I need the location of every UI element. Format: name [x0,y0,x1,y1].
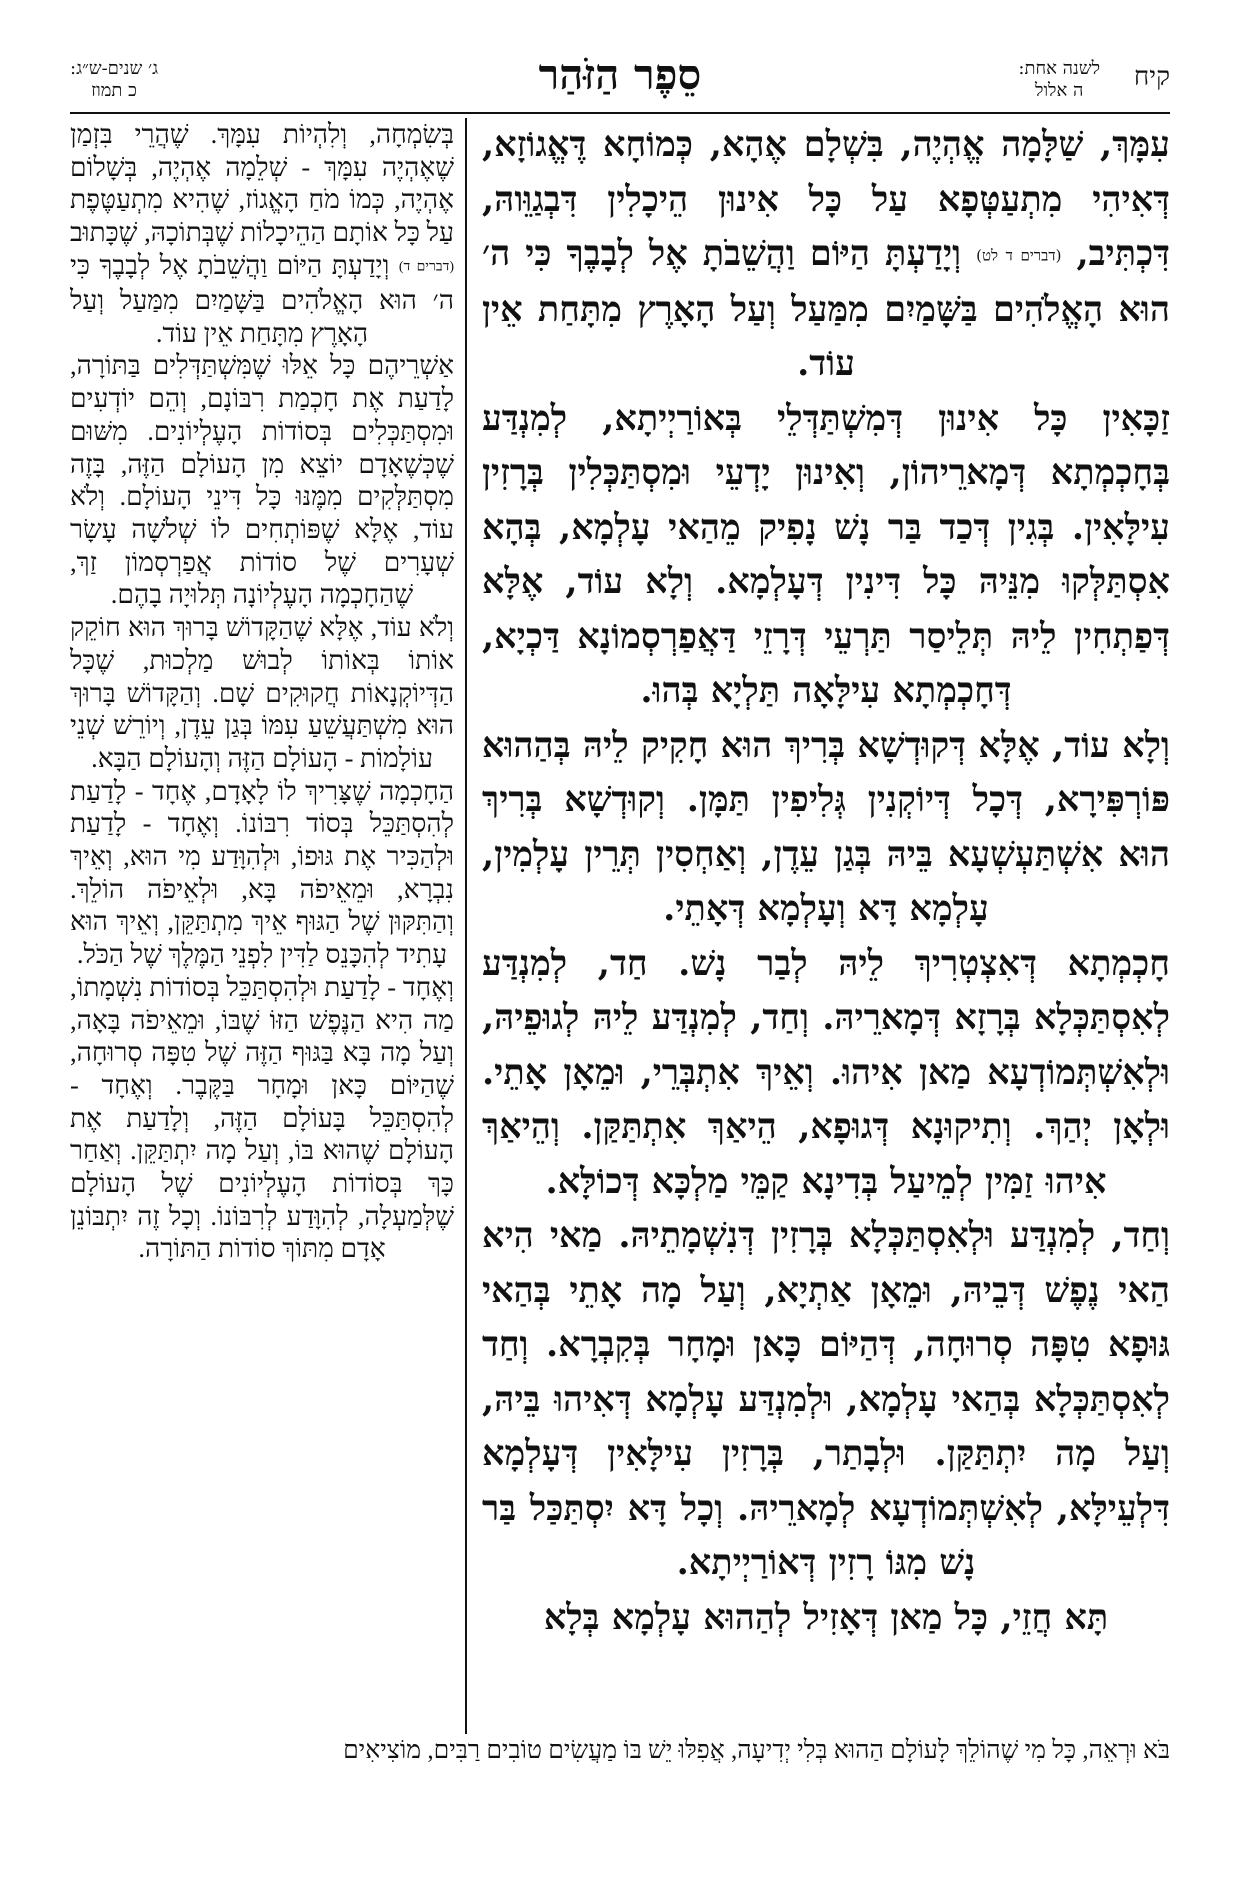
hebrew-translation-column [70,118,454,1728]
main-paragraph: חָכְמְתָא דְּאִצְטְרִיךְ לֵיהּ לְבַר נָשׁ. חַד, לְמִנְדַּע לְאִסְתַּכְּלָא בְּרָזָא דְּמָארֵיהּ. וְחַד, לְמִנְדַּע לֵיהּ לְגוּפֵיהּ, וּלְאִשְׁתְּמוֹדְעָא מַאן אִיהוּ. וְאֵיךְ אִתְבְּרֵי, וּמֵאָן אָתֵי. וּלְאָן יְהַךְ. וְתִיקוּנָא דְּגוּפָא, הֵיאַךְ אִתְתַּקַּן. וְהֵיאַךְ אִיהוּ זַמִּין לְמֵיעַל בְּדִינָא קַמֵּי מַלְכָּא דְּכוֹלָּא. [482,942,1170,1202]
study-schedule-three-years [70,58,158,102]
main-paragraph: תָּא חֲזֵי, כָּל מַאן דְּאָזִיל לְהַהוּא עָלְמָא בְּלָא [543,1596,1109,1638]
schedule-date: כ תמוז [91,80,137,101]
translation-paragraph: וְאֶחָד - לָדַעַת וּלְהִסְתַּכֵּל בְּסוֹדוֹת נִשְׁמָתוֹ, מַה הִיא הַנֶּפֶשׁ הַזּוֹ שֶׁבּוֹ, וּמֵאֵיפֹה בָּאָה, וְעַל מָה בָּא בַּגּוּף הַזֶּה שֶׁל טִפָּה סְרוּחָה, שֶׁהַיּוֹם כָּאן וּמָחָר בַּקֶּבֶר. וְאֶחָד - לְהִסְתַּכֵּל בָּעוֹלָם הַזֶּה, וְלָדַעַת אֶת הָעוֹלָם שֶׁהוּא בּוֹ, וְעַל מָה יִתְתַּקֵּן. וְאַחַר כָּךְ בְּסוֹדוֹת הָעֶלְיוֹנִים שֶׁל הָעוֹלָם שֶׁלְּמַעְלָה, לְהִוָּדַע לְרִבּוֹנוֹ. וְכָל זֶה יִתְבּוֹנֵן אָדָם מִתּוֹךְ סוֹדוֹת הַתּוֹרָה. [70,971,454,1264]
translation-paragraph: בְּשִׂמְחָה, וְלִהְיוֹת עִמָּךְ. שֶׁהֲרֵי בִּזְמַן שֶׁאֶהְיֶה עִמָּךְ - שְׁלֵמָה אֶהְיֶה, בְּשָׁלוֹם אֶהְיֶה, כְּמוֹ מֹחַ הָאֱגוֹז, שֶׁהִיא מִתְעַטֶּפֶת עַל כָּל אוֹתָם הַהֵיכָלוֹת שֶׁבְּתוֹכָהּ, שֶׁכָּתוּב (דברים ד) וְיָדַעְתָּ הַיּוֹם וַהֲשֵׁבֹתָ אֶל לְבָבֶךָ כִּי ה׳ הוּא הָאֱלֹהִים בַּשָּׁמַיִם מִמַּעַל וְעַל הָאָרֶץ מִתָּחַת אֵין עוֹד. [70,119,454,348]
page-header [70,40,1170,110]
footer-continuation-line: בֹּא וּרְאֵה, כָּל מִי שֶׁהוֹלֵךְ לָעוֹלָם הַהוּא בְּלִי יְדִיעָה, אֲפִלּוּ יֵשׁ בּוֹ מַעֲשִׂים טוֹבִים רַבִּים, מוֹצִיאִים [343,1737,1170,1764]
page-number: קיח [1133,62,1170,92]
main-paragraph: וְלָא עוֹד, אֶלָּא דְּקוּדְשָׁא בְּרִיךְ הוּא חָקִיק לֵיהּ בְּהַהוּא פּוֹרְפִּירָא, דְּכָל דְּיוֹקְנִין גְּלִיפִין תַּמָּן. וְקוּדְשָׁא בְּרִיךְ הוּא אִשְׁתַּעְשְׁעָא בֵּיהּ בְּגַן עֵדֶן, וְאַחְסִין תְּרֵין עָלְמִין, עָלְמָא דָּא וְעָלְמָא דְּאָתֵי. [482,724,1170,930]
header-rule [70,112,1170,114]
verse-citation: (דברים ד) [398,259,454,275]
main-paragraph: עִמָּךְ, שַׁלָּמָה אֱהְיֶה, בִּשְׁלָם אֶהָא, כְּמוֹחָא דֶּאֱגוֹזָא, דְּאִיהִי מִתְעַטְּפָא עַל כָּל אִינוּן הֵיכָלִין דִּבְגַוֵּוהּ, דִּכְתִּיב, (דברים ד לט) וְיָדַעְתָּ הַיּוֹם וַהֲשֵׁבֹתָ אֶל לְבָבֶךָ כִּי ה׳ הוּא הָאֱלֹהִים בַּשָּׁמַיִם מִמַּעַל וְעַל הָאָרֶץ מִתָּחַת אֵין עוֹד. [482,124,1170,385]
translation-paragraph: וְלֹא עוֹד, אֶלָּא שֶׁהַקָּדוֹשׁ בָּרוּךְ הוּא חוֹקֵק אוֹתוֹ בְּאוֹתוֹ לְבוּשׁ מַלְכוּת, שֶׁכָּל הַדְּיוֹקְנָאוֹת חֲקוּקִים שָׁם. וְהַקָּדוֹשׁ בָּרוּךְ הוּא מִשְׁתַּעֲשֵׁעַ עִמּוֹ בְּגַן עֵדֶן, וְיוֹרֵשׁ שְׁנֵי עוֹלָמוֹת - הָעוֹלָם הַזֶּה וְהָעוֹלָם הַבָּא. [70,612,454,773]
schedule-label: ג׳ שנים-ש״ג: [70,58,159,79]
main-paragraph: וְחַד, לְמִנְדַּע וּלְאִסְתַּכְּלָא בְּרָזִין דְּנִשְׁמָתֵיהּ. מַאי הִיא הַאי נֶפֶשׁ דְּבֵיהּ, וּמֵאָן אַתְיָא, וְעַל מָה אָתֵי בְּהַאי גּוּפָא טִפָּה סְרוּחָה, דְּהַיּוֹם כָּאן וּמָחָר בְּקִבְרָא. וְחַד לְאִסְתַּכְּלָא בְּהַאי עָלְמָא, וּלְמִנְדַּע עָלְמָא דְּאִיהוּ בֵּיהּ, וְעַל מָה יִתְתַּקַּן. וּלְבָתַר, בְּרָזִין עִילָּאִין דְּעָלְמָא דִּלְעֵילָּא, לְאִשְׁתְּמוֹדְעָא לְמָארֵיהּ. וְכָל דָּא יִסְתַּכַּל בַּר נָשׁ מִגּוֹ רָזִין דְּאוֹרַיְיתָא. [482,1215,1170,1584]
main-paragraph: זַכָּאִין כָּל אִינוּן דְּמִשְׁתַּדְּלֵי בְּאוֹרַיְיתָא, לְמִנְדַּע בְּחָכְמְתָא דְּמָארֵיהוֹן, וְאִינוּן יָדְעֵי וּמִסְתַּכְּלִין בְּרָזִין עִילָּאִין. בְּגִין דְּכַד בַּר נָשׁ נָפִיק מֵהַאי עָלְמָא, בְּהָא אִסְתַּלְּקוּ מִנֵּיהּ כָּל דִּינִין דְּעָלְמָא. וְלָא עוֹד, אֶלָּא דְּפַתְחִין לֵיהּ תְּלֵיסַר תַּרְעֵי דְּרָזֵי דַּאֲפַרְסְמוֹנָא דַּכְיָא, דְּחָכְמְתָא עִילָּאָה תַּלְיָא בְּהוּ. [482,397,1170,712]
verse-citation: (דברים ד לט) [976,246,1062,265]
schedule-date: ה אלול [1035,80,1084,101]
translation-paragraph: הַחָכְמָה שֶׁצָּרִיךְ לוֹ לָאָדָם, אֶחָד - לָדַעַת לְהִסְתַּכֵּל בְּסוֹד רִבּוֹנוֹ. וְאֶחָד - לָדַעַת וּלְהַכִּיר אֶת גּוּפוֹ, וּלְהִוָּדַע מִי הוּא, וְאֵיךְ נִבְרָא, וּמֵאֵיפֹה בָּא, וּלְאֵיפֹה הוֹלֵךְ. וְהַתִּקּוּן שֶׁל הַגּוּף אֵיךְ מִתְתַּקֵּן, וְאֵיךְ הוּא עָתִיד לְהִכָּנֵס לַדִּין לִפְנֵי הַמֶּלֶךְ שֶׁל הַכֹּל. [70,775,454,970]
column-divider [465,118,467,1734]
aramaic-column [482,118,1170,1728]
translation-paragraph: אַשְׁרֵיהֶם כָּל אֵלּוּ שֶׁמִּשְׁתַּדְּלִים בַּתּוֹרָה, לָדַעַת אֶת חָכְמַת רִבּוֹנָם, וְהֵם יוֹדְעִים וּמִסְתַּכְּלִים בְּסוֹדוֹת הָעֶלְיוֹנִים. מִשּׁוּם שֶׁכְּשֶׁאָדָם יוֹצֵא מִן הָעוֹלָם הַזֶּה, בָּזֶה מִסְתַּלְּקִים מִמֶּנּוּ כָּל דִּינֵי הָעוֹלָם. וְלֹא עוֹד, אֶלָּא שֶׁפּוֹתְחִים לוֹ שְׁלֹשָׁה עָשָׂר שְׁעָרִים שֶׁל סוֹדוֹת אֲפַרְסְמוֹן זַךְ, שֶׁהַחָכְמָה הָעֶלְיוֹנָה תְּלוּיָה בָהֶם. [70,350,454,610]
schedule-label: לשנה אחת: [1018,58,1100,79]
book-title: סֵפֶר הַזֹּהַר [538,50,702,99]
